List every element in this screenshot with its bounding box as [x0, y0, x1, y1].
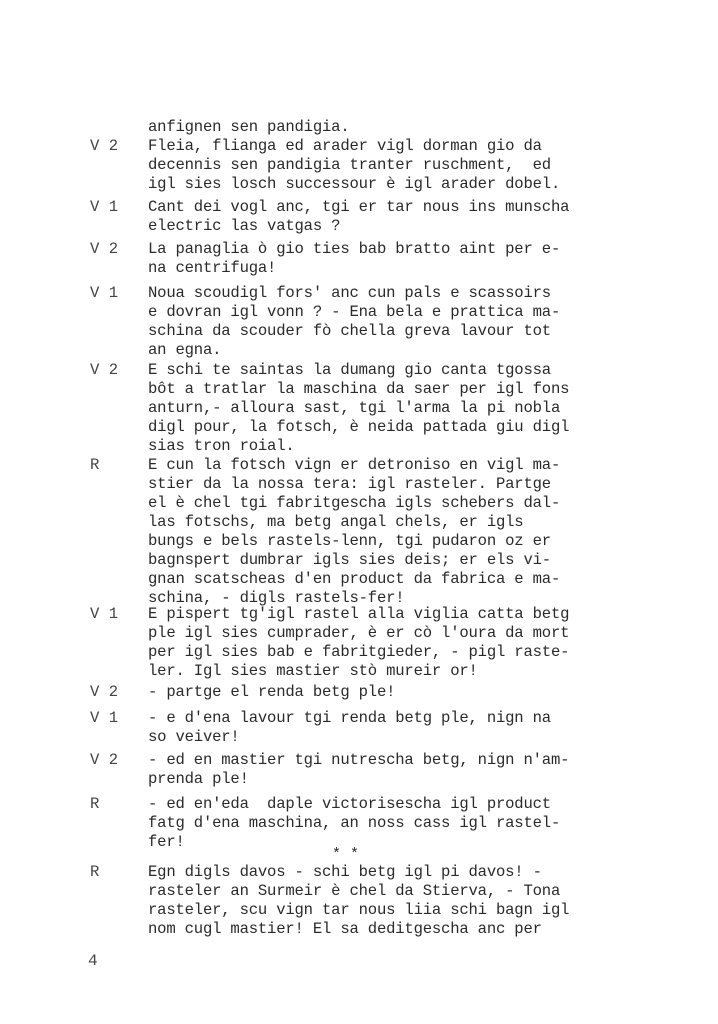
text-line: el è chel tgi fabritgescha igls schebers dal- [148, 494, 561, 512]
speaker-label: V 2 [90, 361, 119, 379]
text-line: fer! [148, 833, 185, 851]
text-line: sias tron roial. [148, 437, 295, 455]
speaker-label: V 1 [90, 284, 119, 302]
text-line: - e d'ena lavour tgi renda betg ple, nign na [148, 709, 551, 727]
text-line: an egna. [148, 341, 222, 359]
text-line: digl pour, la fotsch, è neida pattada giu digl [148, 418, 570, 436]
speaker-label: R [90, 795, 100, 813]
text-line: bungs e bels rastels-lenn, tgi pudaron oz er [148, 532, 551, 550]
text-line: rasteler, scu vign tar nous liia schi bagn igl [148, 901, 570, 919]
text-line: E cun la fotsch vign er detroniso en vigl ma- [148, 456, 561, 474]
text-line: ple igl sies cumprader, è er cò l'oura da mort [148, 624, 570, 642]
section-separator: * * [332, 846, 360, 863]
text-line: - ed en'eda daple victorisescha igl product [148, 795, 551, 813]
text-line: E pispert tg'igl rastel alla viglia catta betg [148, 605, 570, 623]
text-line: las fotschs, ma betg angal chels, er igls [148, 513, 524, 531]
text-line: - ed en mastier tgi nutrescha betg, nign n'am- [148, 751, 570, 769]
text-line: rasteler an Surmeir è chel da Stierva, - Tona [148, 882, 561, 900]
text-line: anfignen sen pandigia. [148, 118, 350, 136]
page-number: 4 [88, 952, 98, 970]
text-line: La panaglia ò gio ties bab bratto aint per e- [148, 240, 561, 258]
text-line: nom cugl mastier! El sa deditgescha anc per [148, 920, 542, 938]
text-line: decennis sen pandigia tranter ruschment, ed [148, 156, 551, 174]
text-line: stier da la nossa tera: igl rasteler. Partge [148, 475, 551, 493]
speaker-label: V 1 [90, 605, 119, 623]
speaker-label: V 2 [90, 683, 119, 701]
text-line: igl sies losch successour è igl arader dobel. [148, 175, 561, 193]
text-line: gnan scatscheas d'en product da fabrica e ma- [148, 570, 561, 588]
speaker-label: V 2 [90, 137, 119, 155]
text-line: na centrifuga! [148, 259, 277, 277]
text-line: ler. Igl sies mastier stò mureir or! [148, 662, 478, 680]
text-line: per igl sies bab e fabritgieder, - pigl raste- [148, 643, 570, 661]
text-line: fatg d'ena maschina, an noss cass igl rastel- [148, 814, 561, 832]
text-line: electric las vatgas ? [148, 217, 341, 235]
speaker-label: R [90, 456, 100, 474]
text-line: bôt a tratlar la maschina da saer per igl fons [148, 380, 570, 398]
speaker-label: V 1 [90, 198, 119, 216]
text-line: Egn digls davos - schi betg igl pi davos! - [148, 863, 542, 881]
text-line: E schi te saintas la dumang gio canta tgossa [148, 361, 551, 379]
text-line: schina, - digls rastels-fer! [148, 589, 405, 607]
text-line: so veiver! [148, 728, 240, 746]
text-line: bagnspert dumbrar igls sies deis; er els vi- [148, 551, 551, 569]
text-line: Cant dei vogl anc, tgi er tar nous ins munscha [148, 198, 570, 216]
text-line: Fleia, flianga ed arader vigl dorman gio da [148, 137, 542, 155]
speaker-label: V 1 [90, 709, 119, 727]
speaker-label: R [90, 863, 100, 881]
text-line: prenda ple! [148, 770, 249, 788]
text-line: schina da scouder fò chella greva lavour tot [148, 322, 551, 340]
speaker-label: V 2 [90, 240, 119, 258]
text-line: anturn,- alloura sast, tgi l'arma la pi nobla [148, 399, 561, 417]
text-line: - partge el renda betg ple! [148, 683, 396, 701]
text-line: Noua scoudigl fors' anc cun pals e scassoirs [148, 284, 551, 302]
text-line: e dovran igl vonn ? - Ena bela e prattica ma- [148, 303, 561, 321]
speaker-label: V 2 [90, 751, 119, 769]
